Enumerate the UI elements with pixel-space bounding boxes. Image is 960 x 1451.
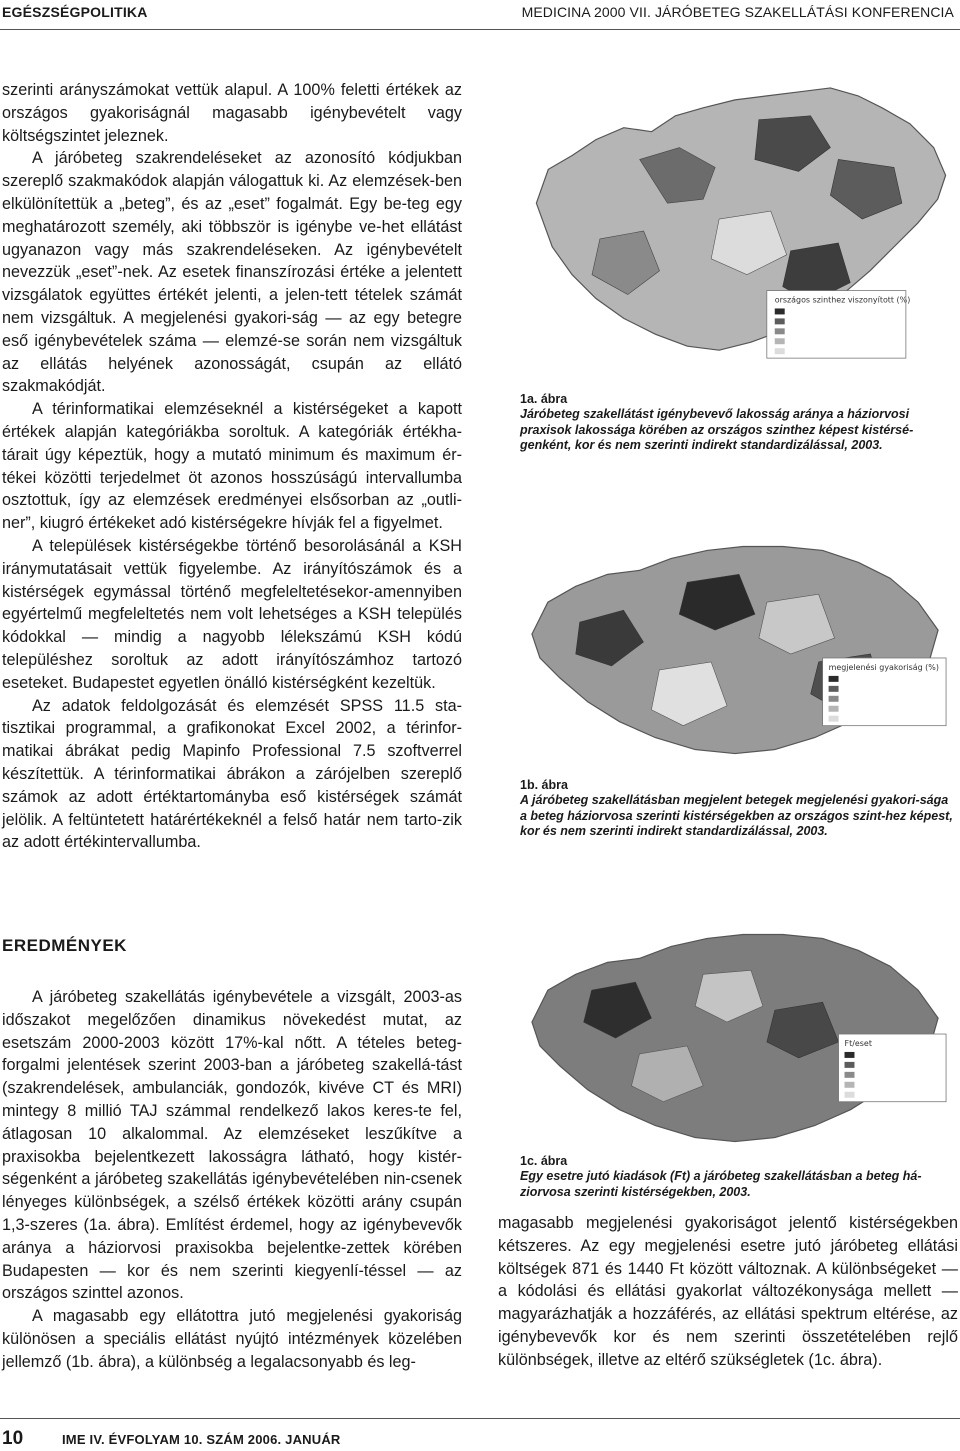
paragraph-5: Az adatok feldolgozását és elemzését SPSS 11.5 sta-tisztikai programmal, a grafikonokat Excel 2002, a térinfor-matikai ábrákat pedig Mapinfo Professional 7.5 szoftverrel készítettük. A térinformatikai ábrákon a zárójelben szereplő számok az adott értéktartományba eső kistérségek számát jelölik. A feltüntetett határértékeknél a felső határ nem tarto-zik az adott értékintervallumba. [2,696,462,852]
results-paragraph-2: A magasabb egy ellátottra jutó megjelenési gyakoriság különösen a speciális ellátást nyújtó intézmények közelében jellemző (1b. ábra), a különbség a legalacsonyabb és leg- [2,1307,462,1371]
caption-1b [520,778,958,840]
svg-text:megjelenési gyakoriság (%): megjelenési gyakoriság (%) [828,662,939,672]
paragraph-3: A térinformatikai elemzéseknél a kistérségeket a kapott értékek alapján kategóriákba soroltuk. A kategóriák értékha-tárait úgy képeztük, hogy a mutató minimum és maximum ér-tékei közötti terjedelmet öt azonos hosszúságú intervallumba osztottuk, így az elemzések eredményei elsősorban az „outli-ner”, kiugró értékeket adó kistérségekre hívják fel a figyelmet. [2,400,462,533]
figure-1c [520,930,958,1200]
page-number: 10 [2,1428,24,1449]
paragraph-1: szerinti arányszámokat vettük alapul. A 100% feletti értékek az országos gyakoriságnál magasabb igénybevételt vagy költségszintet jeleznek. [2,81,462,145]
caption-1c [520,1154,958,1200]
svg-text:országos szinthez viszonyított: országos szinthez viszonyított (%) [774,295,911,305]
hungary-map-1c [520,930,958,1150]
right-column [498,1212,958,1372]
right-paragraph: magasabb megjelenési gyakoriságot jelentő kistérségekben kétszeres. Az egy megjelenési esetre jutó járóbeteg ellátási költségek 871 és 1440 Ft között változnak. A különbségeket — a kódolási és ellátási gyakorlat változékonysága mellett — magyarázhatják a hozzáférés, az ellátási spektrum eltérése, az igénybevevők kor és nem szerinti összetételében rejlő különbségek, illetve az eltérő szükségletek (1c. ábra). [498,1214,958,1369]
caption-1a [520,392,958,454]
footer-rule [0,1418,960,1419]
caption-1c-text: Egy esetre jutó kiadások (Ft) a járóbeteg szakellátásban a beteg há-ziorvosa szerinti kistérségekben, 2003. [520,1169,922,1199]
caption-1c-number: 1c. ábra [520,1154,568,1168]
figure-1a [520,80,958,454]
journal-label: MEDICINA 2000 VII. JÁRÓBETEG SZAKELLÁTÁSI KONFERENCIA [521,4,954,20]
caption-1b-text: A járóbeteg szakellátásban megjelent betegek megjelenési gyakori-sága a beteg háziorvosa szerinti kistérségekben az országos szint-hez képest, kor és nem szerinti indirekt standardizálással, 2003. [520,793,953,838]
svg-text:Ft/eset: Ft/eset [844,1038,872,1048]
left-column [2,79,462,854]
paragraph-2: A járóbeteg szakrendeléseket az azonosító kódjukban szereplő szakmakódok alapján válogattuk ki. Az elemzések-ben elkülönítettük a „beteg”, és az „eset” fogalmát. Egy be-teg egy meghatározott személy, aki többször is igénybe ve-het ellátást ugyanazon vagy más szakrendeléseken. Az igénybevételt nevezzük „eset”-nek. Az esetek finanszírozási értéke a jelentett vizsgálatok együttes értékét jelenti, a jelen-tett tételek számát nem vizsgáltuk. A megjelenési gyakori-ság — az egy betegre eső igénybevételek száma — elemzé-se során nem vizsgáltuk az ellátás helyének azonosságát, csupán az ellátó szakmakódját. [2,149,462,396]
running-header [0,0,960,30]
caption-1b-number: 1b. ábra [520,778,568,792]
hungary-map-1a [520,80,958,378]
hungary-map-1b [520,538,958,766]
paragraph-4: A települések kistérségekbe történő besorolásánál a KSH iránymutatásait vettük figyelembe. Az irányítószámok és a kistérségek egymással történő megfeleltetésekor-amennyiben egyértelmű megfeleltetés nem volt lehetséges a KSH település kódokkal — mindig a nagyobb lélekszámú KSH kódú településhez soroltuk az adott irányítószámhoz tartozó eseteket. Budapestet egyetlen önálló kistérségként kezeltük. [2,536,462,692]
caption-1a-number: 1a. ábra [520,392,568,406]
caption-1a-text: Járóbeteg szakellátást igénybevevő lakosság aránya a háziorvosi praxisok lakossága körében az országos szinthez képest kistérsé-genként, kor és nem szerinti indirekt standardizálással, 2003. [520,407,914,452]
figure-1b [520,538,958,840]
section-label: EGÉSZSÉGPOLITIKA [2,4,148,20]
section-heading-results: EREDMÉNYEK [2,936,127,955]
results-column [2,986,462,1374]
issue-info: IME IV. ÉVFOLYAM 10. SZÁM 2006. JANUÁR [62,1432,341,1447]
results-paragraph-1: A járóbeteg szakellátás igénybevétele a vizsgált, 2003-as időszakot megelőzően dinamikus növekedést mutat, az esetszám 2000-2003 között 17%-kal nőtt. A tételes beteg-forgalmi jelentések szerint 2003-ban a járóbeteg szakellá-tást (szakrendelések, ambulanciák, gondozók, kivéve CT és MRI) mintegy 8 millió TAJ számmal rendelkező lakos keres-te fel, átlagosan 10 alkalommal. Az elemzéseket leszűkítve a praxisokba bejelentkezett lakosságra látható, hogy kistér-ségenként a járóbeteg szakellátás igénybevételében nin-csenek lényeges különbségek, a szélső értékek közötti arány csupán 1,3-szeres (1a. ábra). Említést érdemel, hogy az igénybevevők aránya a háziorvosi praxisokba bejelentke-zettek körében Budapesten — kor és nem szerinti kiegyenlí-téssel — az országos szinttel azonos. [2,988,462,1303]
